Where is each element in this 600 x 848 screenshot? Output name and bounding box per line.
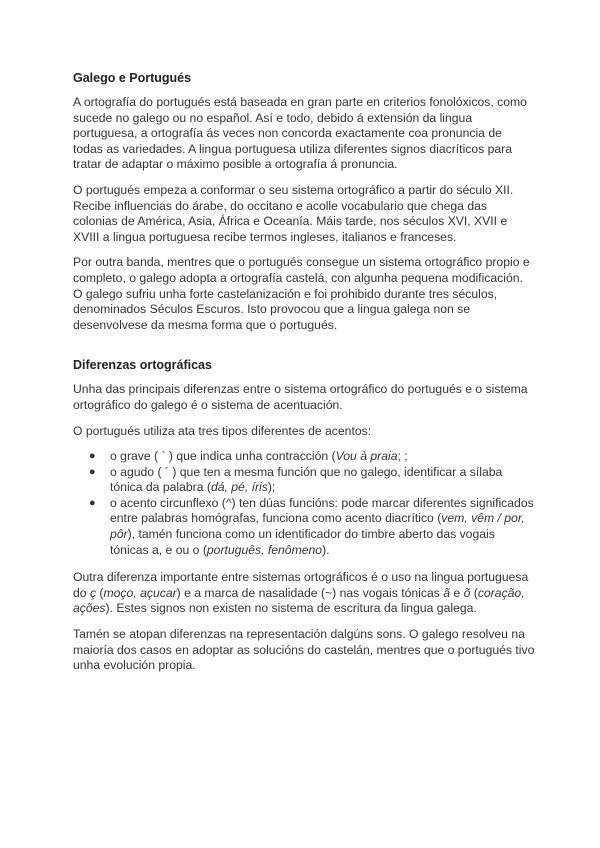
example-text: dá, pé, íris <box>210 480 268 495</box>
section-title-diferenzas: Diferenzas ortográficas <box>73 358 212 373</box>
example-text: ã <box>443 585 451 600</box>
list-item-grave <box>73 449 535 465</box>
text-run: ( <box>96 585 104 600</box>
example-text: ç <box>89 585 97 600</box>
text-run: ). Estes signos non existen no sistema de escritura da lingua galega. <box>105 601 477 616</box>
list-item-text: ; ; <box>397 449 408 464</box>
list-item-circunflexo <box>73 496 535 558</box>
paragraph: A ortografía do portugués está baseada en gran parte en criterios fonolóxicos, como sucede no galego ou no español. Así e todo, debido á extensión da lingua portuguesa, a ortografía ás veces non concorda exactamente coa pronuncia de todas as variedades. A lingua portuguesa utiliza diferentes signos diacríticos para tratar de adaptar o máximo posible a ortografía á pronuncia. <box>73 95 527 172</box>
text-run: ) e a marca de nasalidade (~) nas vogais tónicas <box>176 585 444 600</box>
paragraph <box>73 570 535 617</box>
paragraph: Por outra banda, mentres que o portugués consegue un sistema ortográfico propio e completo, o galego adopta a ortografía castelá, con algunha pequena modificación. O galego sufriu unha forte castelanización e foi prohibido durante tres séculos, denominados Séculos Escuros. Isto provocou que a lingua galega non se desenvolvese da mesma forma que o portugués. <box>73 255 530 332</box>
example-text: õ <box>463 585 471 600</box>
text-run: Outra diferenza importante entre sistemas ortográficos é o uso na lingua portuguesa do <box>73 570 529 600</box>
paragraph: Unha das principais diferenzas entre o sistema ortográfico do portugués e o sistema ortográfico do galego é o sistema de acentuación. <box>73 382 528 412</box>
list-item-text: o acento circunflexo (^) ten dúas funcións: pode marcar diferentes significados entre palabras homógrafas, funciona como acento diacrítico ( <box>110 495 534 526</box>
list-item-text: o grave ( ` ) que indica unha contracción ( <box>110 449 336 464</box>
text-run: e <box>450 585 464 600</box>
accent-list <box>73 449 535 558</box>
paragraph: Tamén se atopan diferenzas na representación dalgúns sons. O galego resolveu na maioría dos casos en adoptar as solucións do castelán, mentres que o portugués tivo unha evolución propia. <box>73 627 535 673</box>
list-item-text: ); <box>267 480 276 495</box>
example-text: vem, vêm / por, pôr <box>110 511 525 542</box>
text-run: ( <box>470 585 478 600</box>
list-item-agudo <box>73 465 535 496</box>
list-item-text: ). <box>322 542 330 557</box>
example-text: Vou à praia <box>335 449 398 464</box>
section-title-galego-portugues: Galego e Portugués <box>73 71 192 85</box>
bullet-icon: ● <box>89 450 96 463</box>
example-text: coração, ações <box>73 585 525 616</box>
list-item-text: o agudo ( ´ ) que ten a mesma función que no galego, identificar a sílaba tónica da palabra ( <box>110 464 503 495</box>
paragraph: O portugués utiliza ata tres tipos diferentes de acentos: <box>73 423 372 438</box>
example-text: português, fenômeno <box>206 542 323 557</box>
bullet-icon: ● <box>89 465 96 478</box>
paragraph: O portugués empeza a conformar o seu sistema ortográfico a partir do século XII. Recibe influencias do árabe, do occitano e acolle vocabulario que chega das colonias de América, Asia, África e Oceanía. Máis tarde, nos séculos XVI, XVII e XVIII a lingua portuguesa recibe termos ingleses, italianos e franceses. <box>73 182 514 244</box>
list-item-text: ), tamén funciona como un identificador do timbre aberto das vogais tónicas a, e ou o ( <box>110 527 495 557</box>
bullet-icon: ● <box>89 496 96 509</box>
document-content <box>73 70 535 684</box>
example-text: moço, açucar <box>103 585 177 600</box>
